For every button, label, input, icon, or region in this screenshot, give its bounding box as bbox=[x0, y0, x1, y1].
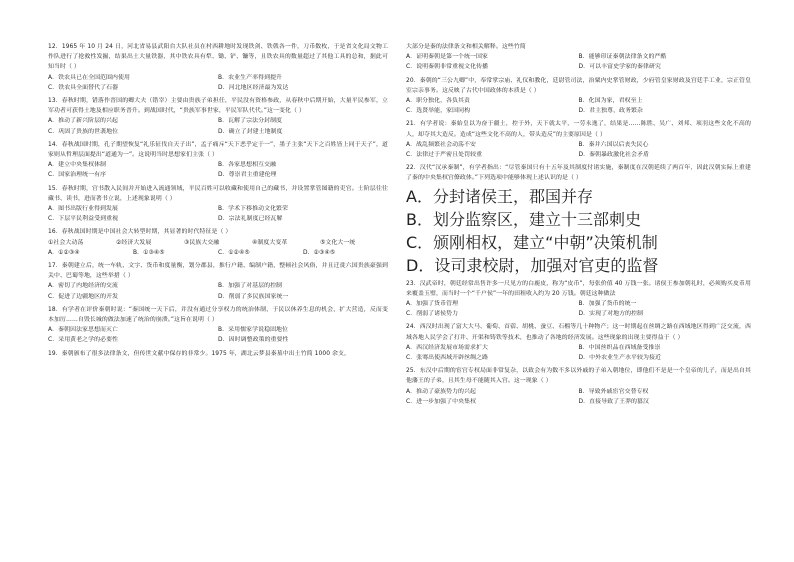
answer-option: C．①②④⑤ bbox=[218, 249, 250, 256]
option-row bbox=[406, 140, 751, 150]
option-row bbox=[48, 292, 388, 302]
option-row bbox=[48, 73, 388, 83]
option-row bbox=[406, 62, 751, 72]
answer-options bbox=[48, 238, 388, 258]
option-row bbox=[48, 204, 388, 214]
option-row bbox=[48, 160, 388, 170]
option-row bbox=[406, 343, 751, 353]
answer-options bbox=[48, 73, 388, 93]
answer-option: D．②③④⑤ bbox=[303, 249, 336, 256]
answer-options bbox=[48, 160, 388, 180]
option-row bbox=[48, 281, 388, 291]
answer-option: A．图书出版行业得到发展 bbox=[48, 206, 119, 213]
answer-option: D．削弱了多民族国家统一 bbox=[218, 293, 289, 300]
answer-option: D．可以丰富史学家的秦律研究 bbox=[578, 64, 662, 71]
answer-option: C．张骞出使西域开辟丝绸之路 bbox=[406, 355, 489, 362]
answer-option: B．学术下移推动文化繁荣 bbox=[218, 206, 289, 213]
answer-option: C．颁刚相权，建立“中朝”决策机制 bbox=[406, 232, 658, 252]
answer-option: A．①②③④ bbox=[48, 249, 80, 256]
option-row bbox=[406, 397, 751, 407]
option-row bbox=[48, 116, 388, 126]
question-text: 23．汉武帝时，朝廷经常出售许多一尺见方的白鹿皮，称为“皮币”，每张价值 40 万钱一张。诸侯王参加朝礼时，必须购买皮币用来覆盖玉璧，而当时一个“千户侯”一年的田租收入约为 20 万钱。朝廷这种做法 bbox=[406, 280, 751, 297]
option-row bbox=[48, 248, 388, 258]
answer-option: B．化国为家，君权至上 bbox=[578, 98, 643, 105]
question-text: 14．春秋战国时期，孔子期望恢复“礼乐征伐自天子出”，孟子痛斥“天下恶乎定于一”，墨子主张“天下之百姓皆上同于天子”，道家则从哲理层面提出“道通为一”。这说明当时思想家们主张（ ） bbox=[48, 141, 388, 159]
question-text: 13．春秋时期，错落作晋国的卿大夫（错宰）主要由贵族子弟担任，平民没有资格参政，从春秋中后期开始，大量平民参军，立军功者可获得土地及相应职务晋升。到战国时代，“贵族军事世家，平民军队代代。”这一变化（ ） bbox=[48, 98, 388, 115]
answer-option: A．职分独化，各负其责 bbox=[406, 98, 471, 105]
answer-option: D．直接导致了王莽的篡汉 bbox=[578, 398, 650, 405]
question-text: 17．秦朝建立后，统一车轨、文字、货币和度量衡，划分郡县，推行户籍、编制户籍，整顿社会风俗，并且迁徙六国贵族豪强到关中、巴蜀等地，这些举措（ ） bbox=[48, 263, 388, 280]
option-row bbox=[48, 170, 388, 180]
option-row bbox=[406, 309, 751, 319]
question-text: 12．1965 年 10 月 24 日，河北省易县武阳台大队社员在村西耕地时发现铁剑、铁戟各一件，刀币数枚，于是省文化局文物工作队进行了抢救性发掘，结果出土大量铁器，其中铁农具有犁、锄、铲、镰等，且铁农具的数量超过了其他工具的总和，据此可知当时（ ） bbox=[48, 44, 388, 71]
answer-option: B．农业生产率得到提升 bbox=[218, 74, 283, 81]
answer-option: A．建立中央集权体制 bbox=[48, 162, 107, 169]
answer-option: ①社会大动荡 bbox=[48, 239, 84, 246]
answer-option: B．采用儒家学说稳固地位 bbox=[218, 327, 289, 334]
answer-option: D．确立了封建土地制度 bbox=[218, 128, 283, 135]
answer-option: D．尊崇君主重建伦理 bbox=[218, 172, 277, 179]
answer-option: A．西汉经济发展市场需求扩大 bbox=[406, 344, 489, 351]
answer-option: D．秦朝暴政激化社会矛盾 bbox=[578, 152, 650, 159]
option-row bbox=[406, 106, 751, 116]
answer-option: C．法律过于严密且处罚较重 bbox=[406, 152, 483, 159]
answer-option: ②经济大发展 bbox=[116, 239, 152, 246]
answer-option: C．削弱了诸侯势力 bbox=[406, 311, 459, 318]
answer-option: B．瓦解了宗法分封制度 bbox=[218, 118, 283, 125]
answer-option: C．说明秦朝非常重视文化传播 bbox=[406, 64, 489, 71]
answer-options bbox=[48, 204, 388, 224]
answer-option: D．因时调整政策的重要性 bbox=[218, 337, 289, 344]
answer-option: D．实现了对地方的控制 bbox=[578, 311, 644, 318]
option-row bbox=[406, 387, 751, 397]
answer-option: D．君主独尊，政务繁杂 bbox=[578, 108, 644, 115]
answer-options bbox=[48, 325, 388, 345]
answer-option: D．设司隶校尉，加强对官吏的监督 bbox=[406, 255, 659, 275]
option-row bbox=[406, 353, 751, 363]
answer-option: C．巩固了贵族的世袭地位 bbox=[48, 128, 119, 135]
option-row bbox=[48, 238, 388, 248]
answer-option: B．秦并六国以后丧失民心 bbox=[578, 141, 649, 148]
answer-option: D．中外农业生产水平较为接近 bbox=[578, 355, 662, 362]
left-column bbox=[48, 42, 388, 359]
question-text: 25．东汉中后期的宦官专权局面非常复杂，以致会有为数不多以外戚的子弟入朝地位，即他们不是是一个皇帝的儿子，而是出自其他藩王的子弟，且其生母不能随其入宫。这一现象（ ） bbox=[406, 368, 751, 385]
answer-options bbox=[406, 299, 751, 319]
answer-option: C．下层平民利益受到重视 bbox=[48, 216, 119, 223]
answer-option: A．铁农具已在全国范围内使用 bbox=[48, 74, 131, 81]
question-text: 18．有学者在评价秦朝时说：“秦国统一天下后，并没有通过分享权力的统治体制，于民以休养生息的机会，扩大营造，反而变本加厉……自毁长城的做法加速了统治的崩溃。”这旨在说明（ ） bbox=[48, 306, 388, 324]
answer-option: A．推动了新兴阶层的兴起 bbox=[48, 118, 119, 125]
answer-options bbox=[406, 184, 751, 276]
question-text: 大部分是秦的法律条文和相关解释。这些竹简 bbox=[406, 44, 526, 50]
answer-option: C．国家治理统一有序 bbox=[48, 172, 107, 179]
answer-option: A．分封诸侯王，郡国并存 bbox=[406, 186, 593, 206]
answer-option: A．加强了货币管理 bbox=[406, 301, 459, 308]
option-row bbox=[48, 335, 388, 345]
answer-options bbox=[406, 96, 751, 116]
answer-option: C．采用黄老之学的必要性 bbox=[48, 337, 119, 344]
answer-option: B．加强了对基层的控制 bbox=[218, 283, 283, 290]
answer-option: A．密切了内地经济的交流 bbox=[48, 283, 119, 290]
question-text: 21．有学者说：秦始皇以为奋于疆土，控于外，天下就太平，一劳永逸了，结果是……陈胜、吴广、刘邦、项羽这些文化不高的人，却夺其大造反。造成“这些文化不高的人，带头造反”的主要原因是（ ） bbox=[406, 121, 751, 138]
answer-option: C．铁农具全面替代了石器 bbox=[48, 84, 119, 91]
answer-option: B．中国丝织品在西域备受推崇 bbox=[578, 344, 661, 351]
question-text: 19．秦朝颁布了很多法律条文，但传世文献中保存的非常少。1975 年，湖北云梦县秦墓中出土竹简 1000 余支， bbox=[48, 350, 350, 357]
question-text: 22．汉代“汉承秦制”，有学者指出：“尽管秦国只有十五年及其制度付诸实施，秦制度在汉朝延续了两百年，因此汉朝实际上重建了秦的中央集权官僚政体。”下列选项中能够体现上述认识的是（ ） bbox=[406, 165, 751, 182]
answer-options bbox=[48, 116, 388, 136]
answer-option: ⑤文化大一统 bbox=[320, 239, 356, 246]
option-row bbox=[406, 96, 751, 106]
answer-option: A．推动了豪族势力的兴起 bbox=[406, 388, 477, 395]
answer-option: D．河北地区经济最为发达 bbox=[218, 84, 289, 91]
answer-options bbox=[48, 281, 388, 301]
answer-option: A．战乱频繁社会动荡不安 bbox=[406, 141, 477, 148]
answer-option: ④制度大变革 bbox=[252, 239, 288, 246]
answer-option: B．①③④⑤ bbox=[133, 249, 165, 256]
answer-option: B．能够印证秦朝法律条文的严酷 bbox=[578, 54, 667, 61]
answer-options bbox=[406, 387, 751, 407]
question-text: 24．西汉时出现了富大大马、葡萄、首蓿、胡桃、蚕豆、石榴等几十种物产；这一时期起在丝绸之路在西域地区得到广泛交流，西域各地人民学会了打井、开渠和铸铁等技术，也推动了各地的经济发展。这些现象的出现主要得益于（ ） bbox=[406, 324, 751, 341]
answer-option: A．秦朝因法家思想而灭亡 bbox=[48, 327, 119, 334]
option-row bbox=[48, 83, 388, 93]
answer-options bbox=[406, 52, 751, 72]
answer-options bbox=[406, 343, 751, 363]
answer-option: B．各家思想相互交融 bbox=[218, 162, 277, 169]
option-row bbox=[406, 150, 751, 160]
question-text: 20．秦朝的“三公九卿”中，奉常掌宗庙、礼仪和教化，廷尉管司法，治粟内史掌管财政，少府管皇家财政及宫廷手工业，宗正管皇室宗亲事务。这反映了古代中国政体的本质是（ ） bbox=[406, 77, 751, 94]
answer-options bbox=[406, 140, 751, 160]
option-row bbox=[406, 52, 751, 62]
question-text: 15．春秋时期，官书散入民间并开始进入流通领域，平民百姓可以收藏和使用自己的藏书，并设置掌管图籍的吏官。士阶层往往藏书、读书，进而著书立说，上述现象说明（ ） bbox=[48, 185, 388, 202]
answer-option: C．进一步加强了中央集权 bbox=[406, 398, 477, 405]
answer-option: ③民族大交融 bbox=[184, 239, 220, 246]
answer-option: D．宗法礼制度已经瓦解 bbox=[218, 216, 283, 223]
answer-option: B．划分监察区，建立十三部刺史 bbox=[406, 209, 641, 229]
option-row bbox=[406, 299, 751, 309]
answer-option: C．选贤举能，家国同构 bbox=[406, 108, 471, 115]
right-column bbox=[406, 42, 751, 410]
option-row bbox=[48, 325, 388, 335]
answer-option: C．促进了边疆地区的开发 bbox=[48, 293, 119, 300]
option-row bbox=[48, 127, 388, 137]
answer-option: B．加强了货币的统一 bbox=[578, 301, 637, 308]
option-row bbox=[48, 214, 388, 224]
answer-option: A．证明秦朝是第一个统一国家 bbox=[406, 54, 489, 61]
question-text: 16．春秋战国时期是中国社会大转型时期，其显著的时代特征是（ ） bbox=[48, 229, 232, 236]
answer-option: B．导致外戚宦官交替专权 bbox=[578, 388, 649, 395]
